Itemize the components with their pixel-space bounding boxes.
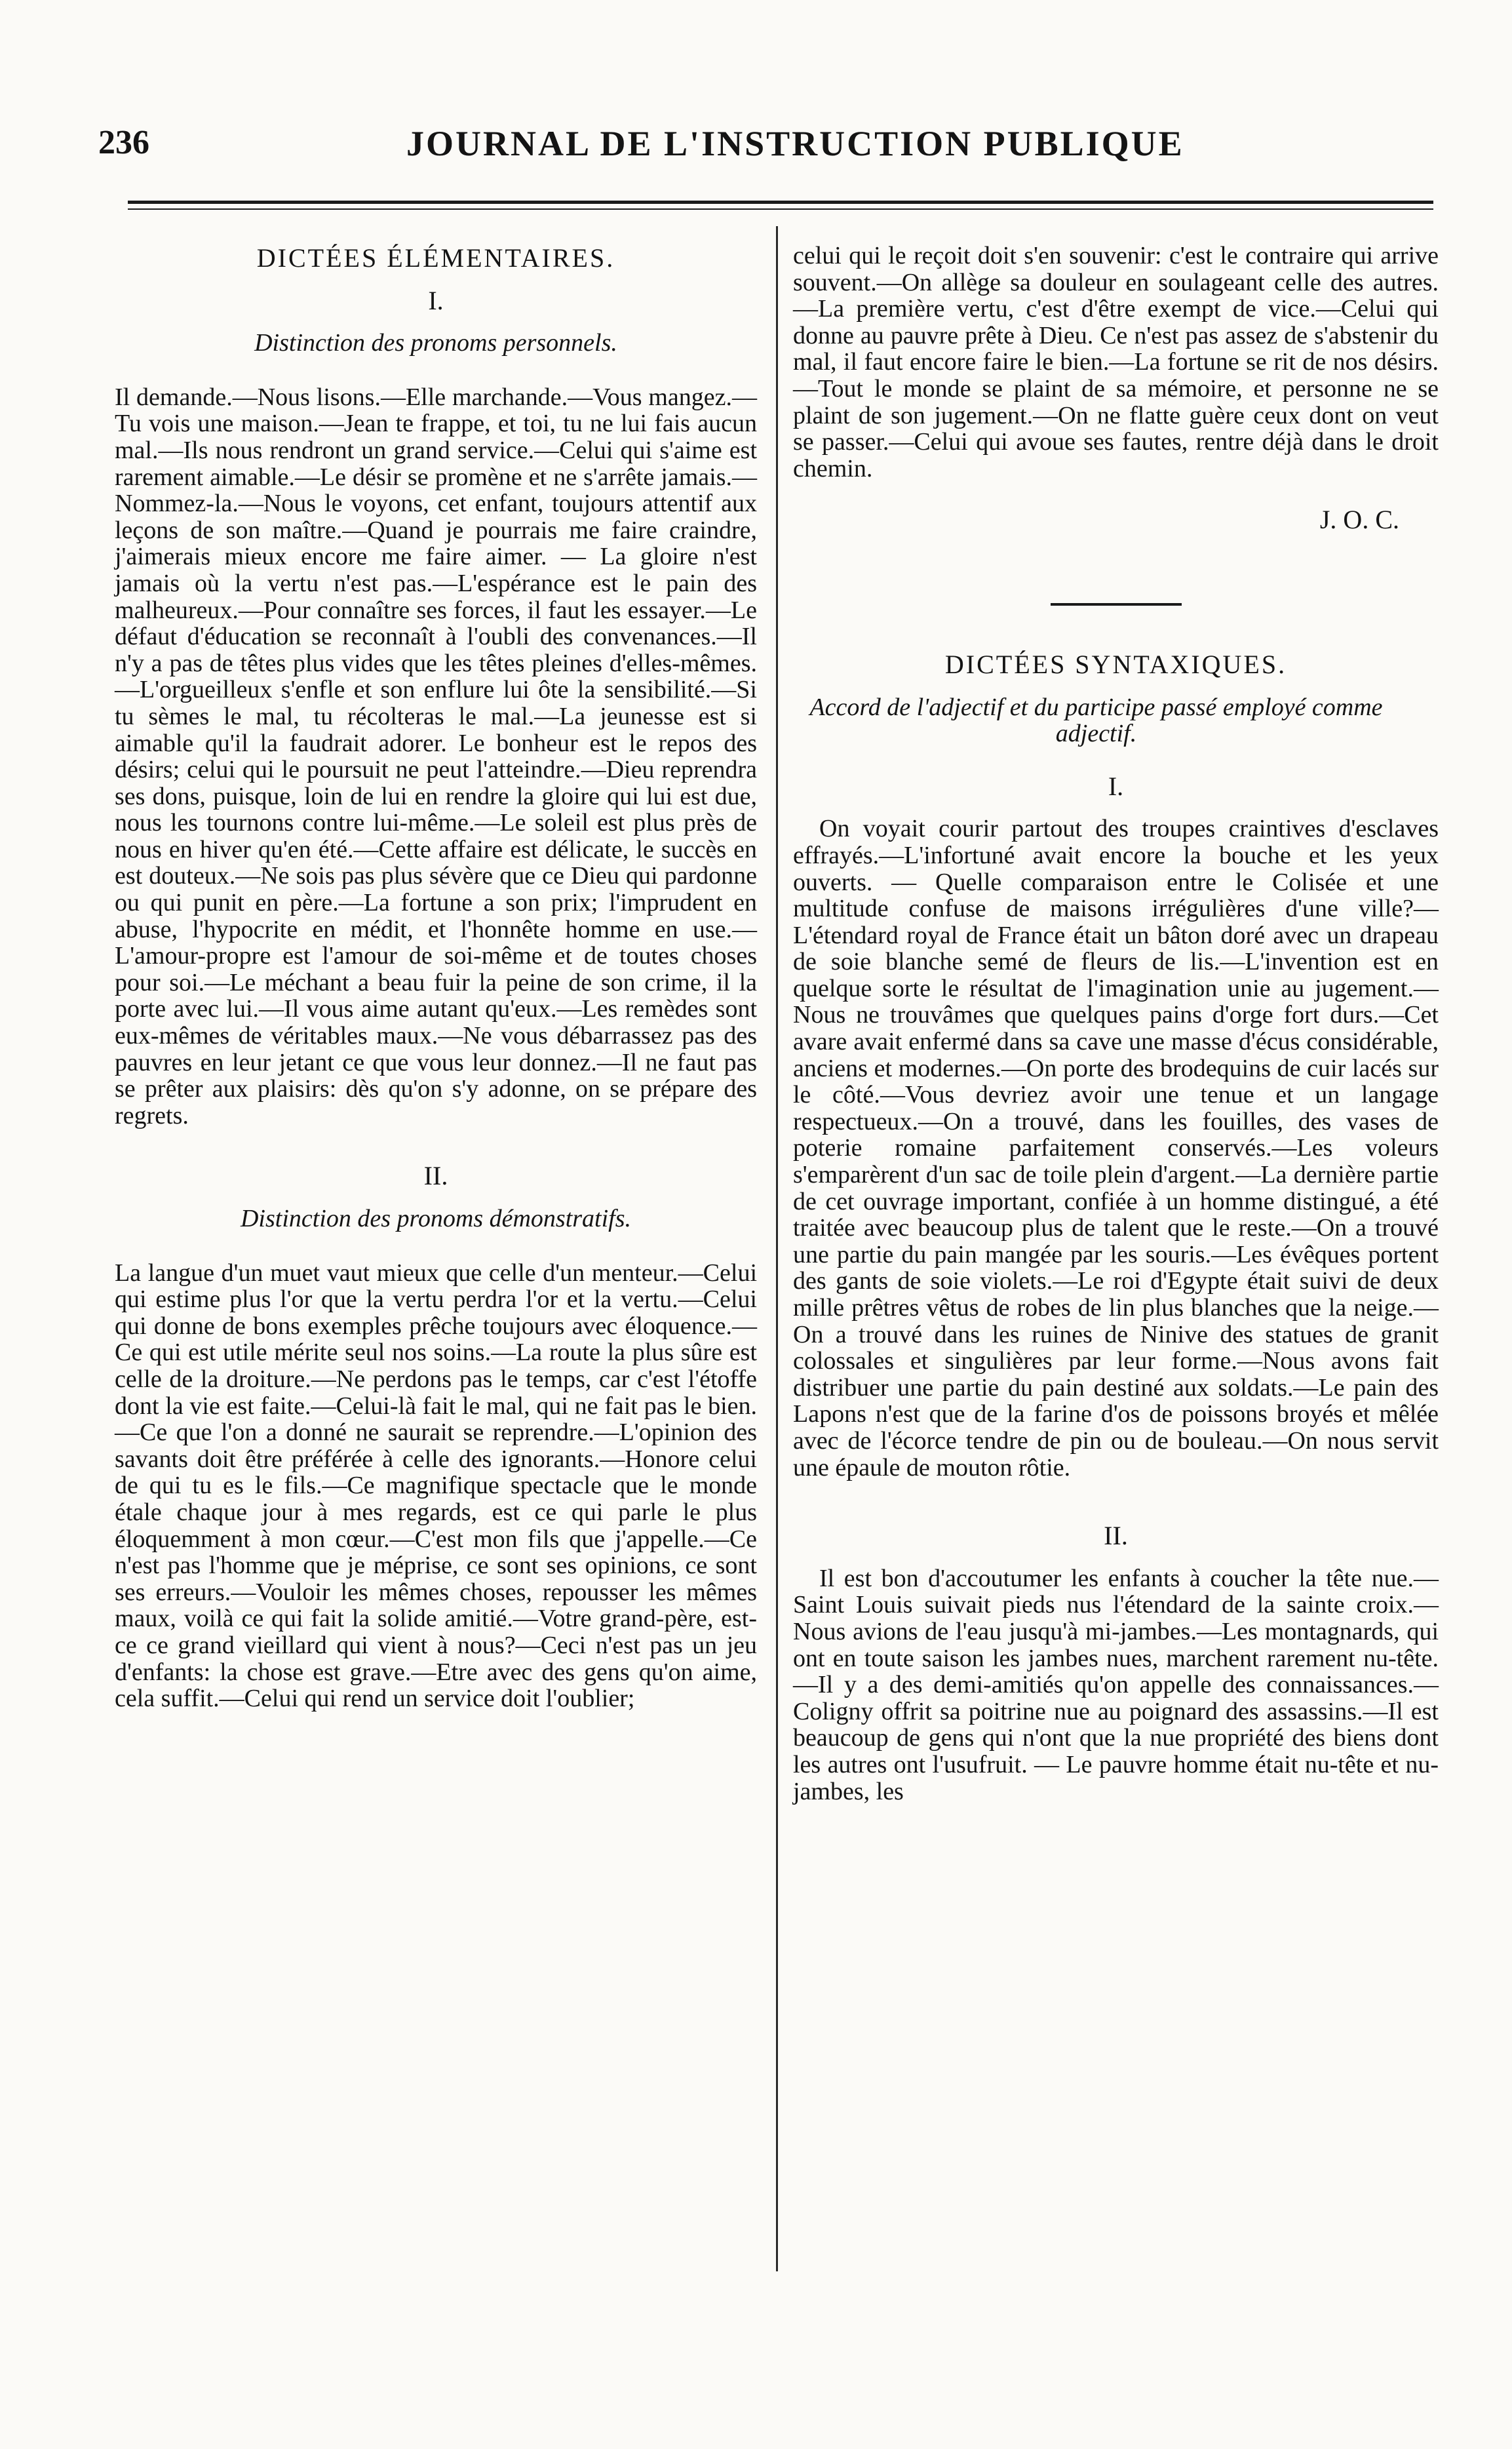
header-rule-thick (128, 201, 1433, 204)
page-number: 236 (98, 124, 149, 161)
subtitle-pronoms-personnels: Distinction des pronoms personnels. (254, 329, 617, 357)
subtitle-accord-adjectif: Accord de l'adjectif et du participe passé employé comme adjectif. (809, 693, 1383, 748)
part-number-i-right: I. (1108, 771, 1124, 801)
subtitle-pronoms-demonstratifs: Distinction des pronoms démonstratifs. (240, 1205, 632, 1232)
section-title-elementaires: DICTÉES ÉLÉMENTAIRES. (256, 243, 615, 273)
author-signature: J. O. C. (1319, 505, 1399, 535)
running-title: JOURNAL DE L'INSTRUCTION PUBLIQUE (406, 124, 1184, 163)
part-number-ii-left: II. (423, 1161, 448, 1191)
dictation-text-pronoms-personnels: Il demande.—Nous lisons.—Elle marchande.—Vous mangez.—Tu vois une maison.—Jean te frappe, et toi, tu ne lui fais aucun mal.—Ils nous rendront un grand service.—Celui qui s'aime est rarement aimable.—Le désir se promène et ne s'arrête jamais.—Nommez-la.—Nous le voyons, cet enfant, toujours attentif aux leçons de son maître.—Quand je pourrais me faire craindre, j'aimerais mieux encore me faire aimer. — La gloire n'est jamais où la vertu n'est pas.—L'espérance est le pain des malheureux.—Pour connaître ses forces, il faut les essayer.—Le défaut d'éducation se reconnaît à l'oubli des convenances.—Il n'y a pas de têtes plus vides que les têtes pleines d'elles-mêmes.—L'orgueilleux s'enfle et son enflure lui ôte la sensibilité.—Si tu sèmes le mal, tu récolteras le mal.—La jeunesse est si aimable qu'il la faudrait adorer. Le bonheur est le repos des désirs; celui qui le poursuit ne peut l'atteindre.—Dieu reprendra ses dons, puisque, loin de lui en rendre la gloire qui lui est due, nous les tournons contre lui-même.—Le soleil est plus près de nous en hiver qu'en été.—Cette affaire est délicate, le succès en est douteux.—Ne sois pas plus sévère que ce Dieu qui pardonne ou qui punit en père.—La fortune a son prix; l'imprudent en abuse, l'hypocrite en médit, et l'honnête homme en use.—L'amour-propre est l'amour de soi-même et de toutes choses pour soi.—Le méchant a beau fuir la peine de son crime, il la porte avec lui.—Il vous aime autant qu'eux.—Les remèdes sont eux-mêmes de véritables maux.—Ne vous débarrassez pas des pauvres en leur jetant ce que vous leur donnez.—Il ne faut pas se prêter aux plaisirs: dès qu'on s'y adonne, on se prépare des regrets. (115, 383, 757, 1129)
part-number-ii-right: II. (1104, 1521, 1128, 1551)
right-column (793, 243, 1439, 1805)
left-column (115, 243, 757, 1712)
continuation-text: celui qui le reçoit doit s'en souvenir: c'est le contraire qui arrive souvent.—On allège sa douleur en soulageant celle des autres.—La première vertu, c'est d'être exempt de vice.—Celui qui donne au pauvre prête à Dieu. Ce n'est pas assez de s'abstenir du mal, il faut encore faire le bien.—La fortune se rit de nos désirs.—Tout le monde se plaint de sa mémoire, et personne ne se plaint de son jugement.—On ne flatte guère ceux dont on veut se passer.—Celui qui avoue ses fautes, rentre déjà dans le droit chemin. (793, 242, 1439, 482)
column-divider (776, 226, 778, 2271)
section-title-syntaxiques: DICTÉES SYNTAXIQUES. (944, 649, 1287, 679)
section-separator (1051, 603, 1182, 606)
header-rule-thin (128, 208, 1433, 210)
dictation-text-nu-demi: Il est bon d'accoutumer les enfants à coucher la tête nue.—Saint Louis suivait pieds nus l'étendard de la sainte croix.—Nous avions de l'eau jusqu'à mi-jambes.—Les montagnards, qui ont en toute saison les jambes nues, marchent rarement nu-tête.—Il y a des demi-amitiés qu'on appelle des connaissances.—Coligny offrit sa poitrine nue au poignard des assassins.—Il est beaucoup de gens qui n'ont que la nue propriété des biens dont les autres ont l'usufruit. — Le pauvre homme était nu-tête et nu-jambes, les (793, 1564, 1439, 1805)
dictation-text-pronoms-demonstratifs: La langue d'un muet vaut mieux que celle d'un menteur.—Celui qui estime plus l'or que la vertu perdra l'or et la vertu.—Celui qui donne de bons exemples prêche toujours avec éloquence.—Ce qui est utile mérite seul nos soins.—La route la plus sûre est celle de la droiture.—Ne perdons pas le temps, car c'est l'étoffe dont la vie est faite.—Celui-là fait le mal, qui ne fait pas le bien.—Ce que l'on a donné ne saurait se reprendre.—L'opinion des savants doit être préférée à celle des ignorants.—Honore celui de qui tu es le fils.—Ce magnifique spectacle que le monde étale chaque jour à mes regards, est ce qui parle le plus éloquemment à mon cœur.—C'est mon fils que j'appelle.—Ce n'est pas l'homme que je méprise, ce sont ses opinions, ce sont ses erreurs.—Vouloir les mêmes choses, repousser les mêmes maux, voilà ce qui fait la solide amitié.—Votre grand-père, est-ce ce grand vieillard qui vient à nous?—Ceci n'est pas un jeu d'enfants: la chose est grave.—Etre avec des gens qu'on aime, cela suffit.—Celui qui rend un service doit l'oublier; (115, 1259, 757, 1713)
part-number-i-left: I. (428, 285, 444, 315)
dictation-text-accord-adjectif: On voyait courir partout des troupes craintives d'esclaves effrayés.—L'infortuné avait encore la bouche et les yeux ouverts. — Quelle comparaison entre le Colisée et une multitude confuse de maisons irrégulières d'une ville?—L'étendard royal de France était un bâton doré avec un drapeau de soie blanche semé de fleurs de lis.—L'invention est en quelque sorte le résultat de l'imagination unie au jugement.—Nous ne trouvâmes que quelques pains d'orge fort durs.—Cet avare avait enfermé dans sa cave une masse d'écus considérable, anciens et modernes.—On porte des brodequins de cuir lacés sur le côté.—Vous devriez avoir une tenue et un langage respectueux.—On a trouvé, dans les fouilles, des vases de poterie romaine parfaitement conservés.—Les voleurs s'emparèrent d'un sac de toile plein d'argent.—La dernière partie de cet ouvrage important, confiée à un homme distingué, a été traitée avec beaucoup plus de talent que le reste.—On a trouvé une partie du pain mangée par les souris.—Les évêques portent des gants de soie violets.—Le roi d'Egypte était suivi de deux mille prêtres vêtus de robes de lin plus blanches que la neige.—On a trouvé dans les ruines de Ninive des statues de granit colossales et singulières par leur forme.—Nous avons fait distribuer une partie du pain destiné aux soldats.—Le pain des Lapons n'est que de la farine d'os de poissons broyés et mêlée avec de l'écorce tendre de pin ou de bouleau.—On nous servit une épaule de mouton rôtie. (793, 815, 1439, 1481)
page-header (98, 123, 1435, 176)
